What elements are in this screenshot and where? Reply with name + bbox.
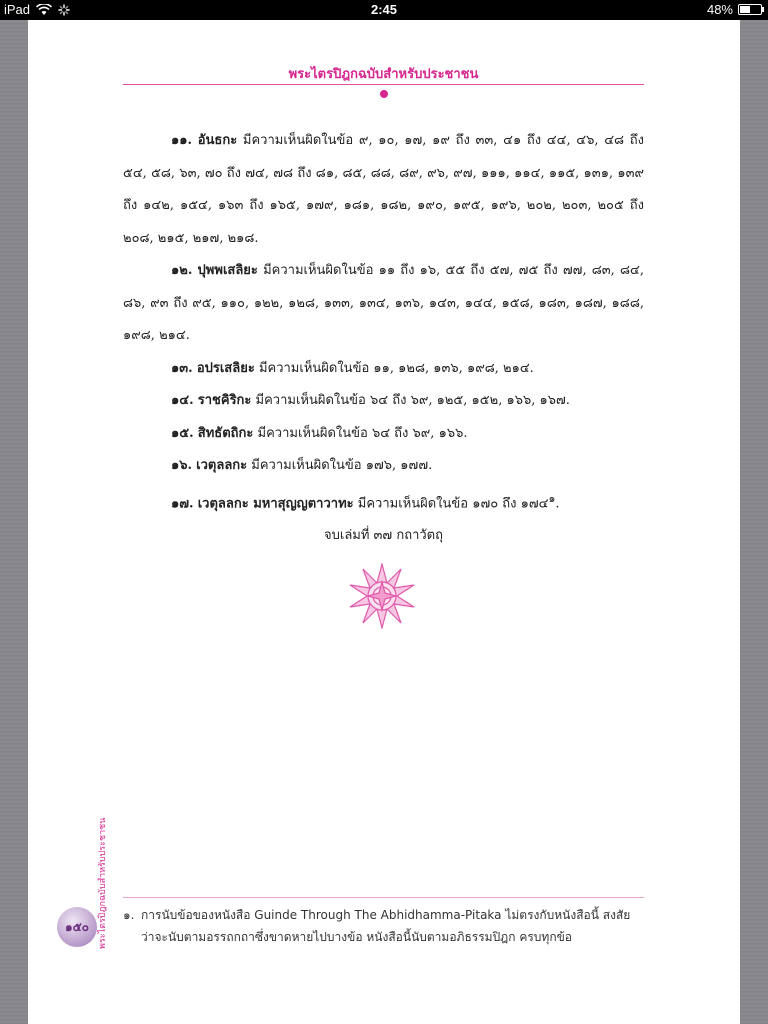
status-bar [0, 0, 768, 20]
school-name: สิทธัตถิกะ [197, 425, 254, 441]
right-gutter [740, 20, 768, 1024]
header-dot-ornament [380, 90, 388, 98]
header-rule [123, 84, 644, 85]
footnote-ref[interactable]: ๑ [548, 491, 556, 505]
left-gutter [0, 20, 28, 1024]
item-text: มีความเห็นผิดในข้อ ๑๗๐ ถึง ๑๗๔ [353, 495, 549, 511]
footnote [123, 904, 644, 948]
book-page[interactable] [28, 20, 740, 1024]
paragraph-12 [123, 255, 644, 353]
footnote-line-1: การนับข้อของหนังสือ Guinde Through The Abhidhamma-Pitaka ไม่ตรงกับหนังสือนี้ สงสัย [141, 908, 631, 922]
page-number-badge: ๑๕๐ [57, 907, 97, 947]
item-text: มีความเห็นผิดในข้อ ๖๔ ถึง ๖๙, ๑๖๖. [253, 425, 468, 441]
school-name: เวตุลลกะ มหาสุญญตาวาทะ [197, 495, 354, 511]
footnote-line-2: ว่าจะนับตามอรรถกถาซึ่งขาดหายไปบางข้อ หนังสือนี้นับตามอภิธรรมปิฎก ครบทุกข้อ [141, 930, 572, 944]
item-number: ๑๒. [171, 263, 193, 278]
battery-icon [738, 4, 762, 15]
item-text: มีความเห็นผิดในข้อ ๙, ๑๐, ๑๗, ๑๙ ถึง ๓๓, ๔๑ ถึง ๔๔, ๔๖, ๔๘ ถึง ๕๔, ๕๘, ๖๓, ๗๐ ถึง ๗๔, ๗๘ ถึง ๘๑, ๘๕, ๘๘, ๘๙, ๙๖, ๙๗, ๑๑๑, ๑๑๔, ๑๑๕, ๑๓๑, ๑๓๙ ถึง ๑๔๒, ๑๕๔, ๑๖๓ ถึง ๑๖๕, ๑๗๙, ๑๘๑, ๑๘๒, ๑๙๐, ๑๙๕, ๑๙๖, ๒๐๒, ๒๐๓, ๒๐๕ ถึง ๒๐๘, ๒๑๕, ๒๑๗, ๒๑๘. [123, 133, 644, 246]
footnote-number: ๑. [123, 908, 135, 922]
status-time: 2:45 [370, 2, 398, 17]
item-number: ๑๕. [171, 425, 194, 441]
item-number: ๑๑. [171, 133, 193, 148]
footnote-rule [123, 897, 644, 898]
paragraph-15 [123, 418, 644, 451]
item-number: ๑๓. [171, 360, 193, 376]
paragraph-11 [123, 125, 644, 255]
paragraph-17 [123, 483, 644, 521]
side-book-title: พระไตรปิฎกฉบับสำหรับประชาชน [98, 817, 108, 949]
flower-ornament-icon [349, 563, 415, 629]
running-header: พระไตรปิฎกฉบับสำหรับประชาชน [288, 67, 479, 82]
item-number: ๑๔. [171, 393, 194, 408]
school-name: เวตุลลกะ [196, 458, 248, 473]
battery-percent: 48% [706, 2, 733, 17]
paragraph-13 [123, 353, 644, 386]
paragraph-16 [123, 450, 644, 483]
school-name: อปรเสลิยะ [196, 360, 255, 376]
paragraph-14 [123, 385, 644, 418]
school-name: ปุพพเสลิยะ [197, 263, 258, 278]
school-name: อันธกะ [197, 133, 238, 148]
device-label: iPad [4, 2, 31, 17]
item-text: มีความเห็นผิดในข้อ ๑๑ ถึง ๑๖, ๕๕ ถึง ๕๗, ๗๕ ถึง ๗๗, ๘๓, ๘๔, ๘๖, ๙๓ ถึง ๙๕, ๑๑๐, ๑๒๒, ๑๒๘, ๑๓๓, ๑๓๔, ๑๓๖, ๑๔๓, ๑๔๔, ๑๕๘, ๑๘๓, ๑๘๗, ๑๘๘, ๑๙๘, ๒๑๔. [123, 263, 644, 343]
item-text: มีความเห็นผิดในข้อ ๖๔ ถึง ๖๙, ๑๒๕, ๑๕๒, ๑๖๖, ๑๖๗. [251, 393, 570, 408]
item-tail: . [555, 495, 560, 511]
item-text: มีความเห็นผิดในข้อ ๑๗๖, ๑๗๗. [247, 458, 433, 473]
item-number: ๑๗. [171, 495, 194, 511]
item-text: มีความเห็นผิดในข้อ ๑๑, ๑๒๘, ๑๓๖, ๑๙๘, ๒๑๔. [254, 360, 534, 376]
item-number: ๑๖. [171, 458, 193, 473]
school-name: ราชคิริกะ [197, 393, 252, 408]
end-of-volume-line: จบเล่มที่ ๓๗ กถาวัตถุ [324, 528, 443, 544]
main-text [123, 125, 644, 553]
